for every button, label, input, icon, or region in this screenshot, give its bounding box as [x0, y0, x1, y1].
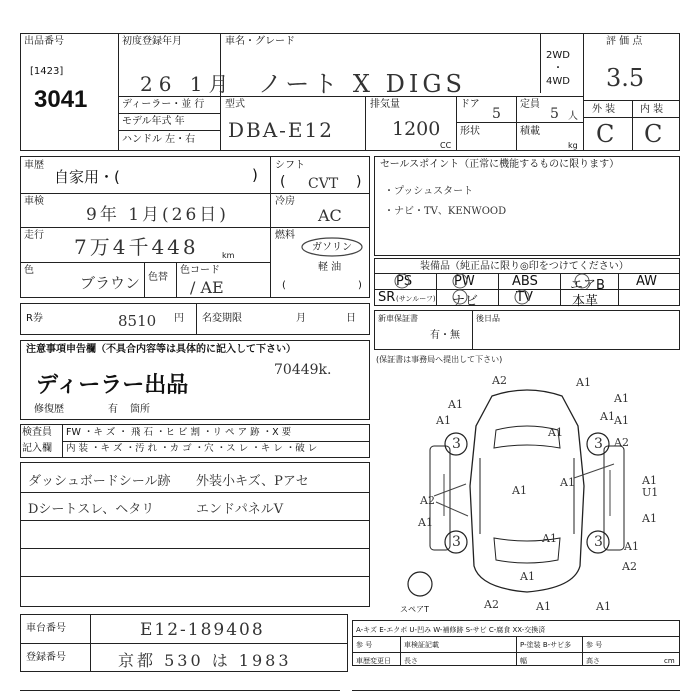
- model-year-label: モデル年式 年: [122, 116, 185, 127]
- plate-value: 京都 530 は 1983: [118, 651, 292, 670]
- equip-airbag: エアB: [570, 278, 605, 293]
- equip-navi: ナビ: [452, 294, 479, 309]
- repair-label: 修復歴: [34, 404, 64, 415]
- shift-close: ): [356, 174, 362, 190]
- inspection-value: 9年 1月(26日): [86, 205, 229, 225]
- mark-10: A2: [420, 494, 435, 507]
- name-change-month: 月: [296, 313, 306, 324]
- legend-col-3: 長さ: [404, 657, 418, 665]
- legend-col-4: 幅: [520, 657, 527, 665]
- load-label: 積載: [520, 126, 540, 137]
- color-label: 色: [24, 265, 34, 276]
- legend-col-1: 車歴変更日: [356, 657, 391, 665]
- chassis-label: 車台番号: [26, 623, 66, 634]
- name-change-label: 名変期限: [202, 313, 242, 324]
- mark-11: A1: [560, 476, 575, 489]
- model-label: 車名・グレード: [225, 36, 295, 47]
- lot-number: 3041: [34, 86, 88, 113]
- equip-pw: PW: [454, 274, 475, 289]
- doors-value: 5: [492, 106, 501, 122]
- wheel-number-fl: 3: [452, 436, 461, 452]
- fuel-label: 燃料: [275, 230, 295, 241]
- shift-open: (: [280, 174, 286, 190]
- remark-2b: エンドパネルV: [196, 502, 284, 517]
- history-value: 自家用・(: [54, 168, 120, 186]
- mark-17: A2: [484, 598, 499, 611]
- dealer-stamp: ディーラー出品: [36, 373, 189, 398]
- drive-2wd: 2WD: [546, 50, 570, 61]
- mark-0: A2: [492, 374, 507, 387]
- color-value: ブラウン: [80, 274, 141, 292]
- mark-5: A1: [600, 410, 615, 423]
- mark-12: A1: [418, 516, 433, 529]
- sales-point-1: ・プッシュスタート: [384, 186, 474, 197]
- remark-2a: Dシートスレ、ヘタリ: [28, 502, 155, 517]
- handle-label: ハンドル 左・右: [122, 134, 196, 145]
- remark-1a: ダッシュボードシール跡: [28, 474, 171, 489]
- mark-19: A1: [536, 600, 551, 613]
- legend-col-6: cm: [664, 657, 675, 665]
- recycle-frame: [20, 303, 370, 335]
- interior-label: 内 装: [640, 104, 664, 115]
- mileage-note: 70449k.: [274, 362, 332, 378]
- repair-value: 有: [108, 404, 118, 415]
- mark-20: A1: [596, 600, 611, 613]
- mark-13: A1: [542, 532, 557, 545]
- displacement-label: 排気量: [370, 99, 400, 110]
- ac-label: 冷房: [275, 196, 295, 207]
- first-registration-label: 初度登録年月: [122, 36, 182, 47]
- history-close: ): [252, 166, 258, 184]
- mark-3: A1: [614, 392, 629, 405]
- shape-label: 形状: [460, 126, 480, 137]
- doors-label: ドア: [460, 99, 480, 110]
- mark-9: A1: [512, 484, 527, 497]
- color-no-label: 色替: [148, 272, 168, 283]
- notes-title: 注意事項申告欄（不具合内容等は具体的に記入して下さい）: [26, 344, 296, 355]
- inspector-label-1: 検査員: [22, 427, 52, 438]
- equipment-title: 装備品（純正品に限り◎印をつけてください）: [420, 261, 629, 272]
- mark-1: A1: [576, 376, 591, 389]
- type-label: 型式: [225, 99, 245, 110]
- mark-15: A1: [642, 512, 657, 525]
- fuel-light: 軽 油: [318, 262, 342, 273]
- equip-sr: SR: [378, 290, 396, 305]
- wheel-number-rl: 3: [452, 534, 461, 550]
- warranty-value: 有・無: [430, 330, 460, 341]
- sales-points-title: セールスポイント（正常に機能するものに限ります）: [380, 159, 620, 170]
- interior-value: C: [644, 120, 663, 148]
- mark-16: A1: [520, 570, 535, 583]
- wheel-number-rr: 3: [594, 534, 603, 550]
- mark-7: U1: [642, 486, 659, 499]
- equip-ps: PS: [396, 274, 413, 289]
- spare-label: スペアT: [400, 605, 429, 614]
- dealer-label: ディーラー・並 行: [122, 99, 205, 110]
- legend-col-2: 参 号: [356, 641, 373, 649]
- mark-21: A1: [548, 426, 563, 439]
- equip-aw: AW: [636, 274, 658, 289]
- capacity-label: 定員: [520, 99, 540, 110]
- legend-line-2: P-塗装 B-サビ多: [520, 641, 572, 649]
- ac-value: AC: [318, 206, 342, 225]
- legend-line-1: A-キズ E-エクボ U-凹み W-補修跡 S-サビ C-腐食 XX-交換済: [356, 626, 546, 634]
- drive-4wd: 4WD: [546, 76, 570, 87]
- color-code-label: 色コード: [180, 265, 220, 276]
- mark-22: A1: [624, 540, 639, 553]
- model-value: ノート X DIGS: [258, 70, 466, 98]
- wheel-number-fr: 3: [594, 436, 603, 452]
- remark-1b: 外装小キズ、Pアセ: [196, 474, 309, 489]
- mileage-label: 走行: [24, 230, 44, 241]
- recycle-unit: 円: [174, 313, 184, 324]
- capacity-unit: 人: [568, 111, 578, 122]
- legend-col-7: 車検証記載: [404, 641, 439, 649]
- lot-code: [1423]: [30, 66, 64, 77]
- exterior-value: C: [596, 120, 615, 148]
- type-value: DBA-E12: [228, 118, 334, 142]
- mark-6: A1: [614, 414, 629, 427]
- recycle-label: R券: [26, 313, 43, 324]
- legend-col-5: 高さ: [586, 657, 600, 665]
- kg-unit: kg: [568, 141, 578, 150]
- shift-label: シフト: [275, 160, 305, 171]
- score-label: 評 価 点: [606, 36, 643, 47]
- equip-leather: 本革: [572, 294, 599, 309]
- cc-unit: CC: [440, 141, 452, 150]
- mark-4: A1: [436, 414, 451, 427]
- fuel-paren: (: [282, 280, 286, 291]
- drive-dot: ・: [553, 63, 563, 74]
- equip-sr-sub: (サンルーフ): [396, 295, 436, 303]
- fuel-gas-circle: [300, 236, 364, 258]
- mark-14: A2: [622, 560, 637, 573]
- name-change-day: 日: [346, 313, 356, 324]
- first-registration-value: 26 1月: [140, 72, 235, 96]
- equip-circles: [374, 273, 680, 306]
- chassis-value: E12-189408: [140, 620, 265, 640]
- fuel-paren-close: ): [358, 280, 362, 291]
- capacity-value: 5: [550, 106, 559, 122]
- repair-place: 箇所: [130, 404, 150, 415]
- recycle-value: 8510: [118, 312, 157, 330]
- exterior-label: 外 装: [592, 104, 616, 115]
- mark-8: A1: [642, 474, 657, 487]
- legend-col-8: 参 号: [586, 641, 603, 649]
- lot-label: 出品番号: [24, 36, 64, 47]
- inspector-row-1: FW ・キ ズ ・ 飛 石 ・ヒ ビ 割 ・リ ペ ア 跡 ・X 要: [66, 427, 292, 438]
- color-code-value: / AE: [190, 278, 224, 297]
- sales-point-2: ・ナビ・TV、KENWOOD: [384, 206, 507, 217]
- warranty-frame: [374, 310, 680, 350]
- diagram-title: (保証書は事務局へ提出して下さい): [376, 355, 503, 364]
- plate-label: 登録番号: [26, 652, 66, 663]
- history-label: 車歴: [24, 160, 44, 171]
- km-unit: km: [222, 251, 235, 260]
- spare-tire-icon: [408, 572, 432, 596]
- equip-abs: ABS: [512, 274, 538, 289]
- inspection-label: 車検: [24, 196, 44, 207]
- mileage-value: 7万4千448: [74, 235, 199, 259]
- fuel-gas: ガソリン: [312, 242, 352, 253]
- inspector-row-2: 内 装 ・キ ズ ・汚 れ ・カ ゴ ・穴 ・ス レ ・キ レ ・破 レ: [66, 443, 318, 454]
- later-items-label: 後日品: [476, 314, 500, 323]
- score-value: 3.5: [606, 64, 645, 92]
- displacement-value: 1200: [392, 118, 441, 140]
- warranty-label: 新車保証書: [378, 314, 418, 323]
- mark-18: A2: [614, 436, 629, 449]
- equip-tv: TV: [516, 290, 533, 305]
- inspector-label-2: 記入欄: [22, 443, 52, 454]
- shift-value: CVT: [308, 176, 339, 192]
- mark-2: A1: [448, 398, 463, 411]
